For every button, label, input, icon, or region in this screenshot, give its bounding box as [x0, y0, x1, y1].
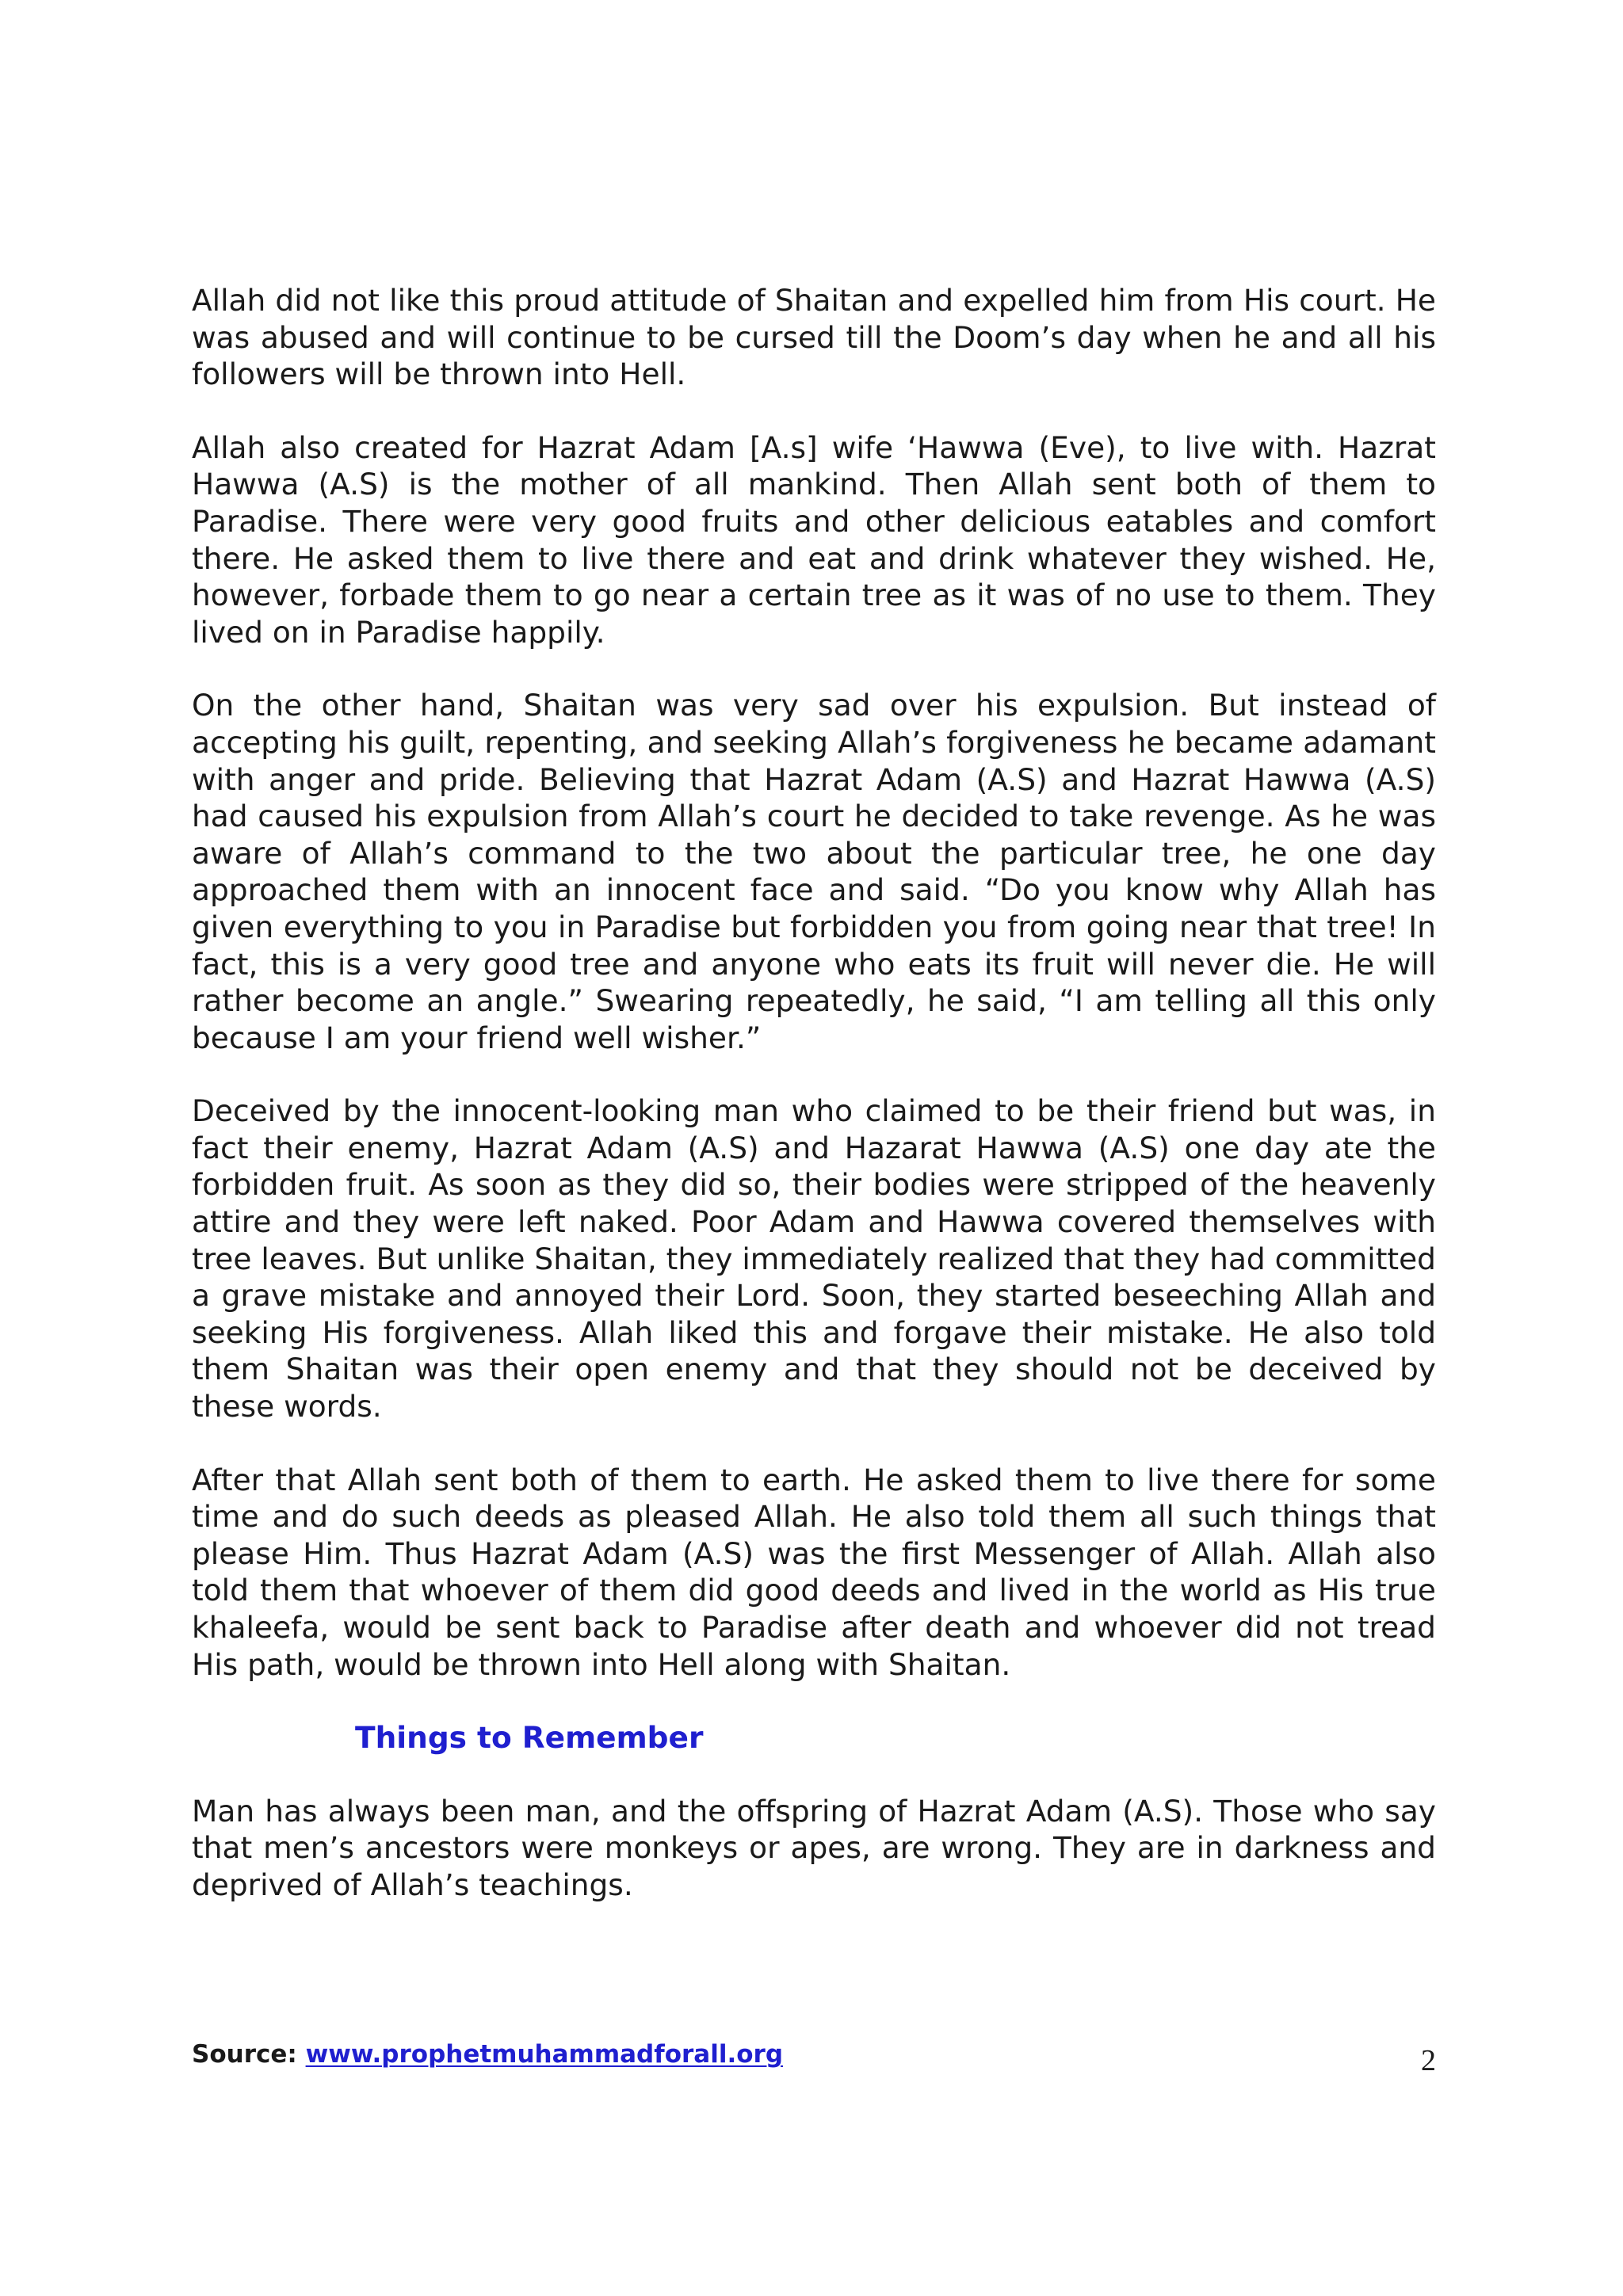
paragraph: Allah also created for Hazrat Adam [A.s] wife ‘Hawwa (Eve), to live with. Hazrat Hawwa (A.S) is the mother of all mankind. Then Allah sent both of them to Paradise. There were very good fruits and other delicious eatables and comfort there. He asked them to live there and eat and drink whatever they wished. He, however, forbade them to go near a certain tree as it was of no use to them. They lived on in Paradise happily.	[192, 429, 1436, 650]
document-body	[192, 282, 1436, 1940]
paragraph: On the other hand, Shaitan was very sad over his expulsion. But instead of accepting his guilt, repenting, and seeking Allah’s forgiveness he became adamant with anger and pride. Believing that Hazrat Adam (A.S) and Hazrat Hawwa (A.S) had caused his expulsion from Allah’s court he decided to take revenge. As he was aware of Allah’s command to the two about the particular tree, he one day approached them with an innocent face and said. “Do you know why Allah has given everything to you in Paradise but forbidden you from going near that tree! In fact, this is a very good tree and anyone who eats its fruit will never die. He will rather become an angle.” Swearing repeatedly, he said, “I am telling all this only because I am your friend well wisher.”	[192, 688, 1436, 1055]
source-line	[192, 2040, 783, 2069]
source-label: Source:	[192, 2040, 306, 2069]
paragraph: Allah did not like this proud attitude of Shaitan and expelled him from His court. He was abused and will continue to be cursed till the Doom’s day when he and all his followers will be thrown into Hell.	[192, 283, 1436, 392]
page-number: 2	[1421, 2044, 1436, 2077]
page-footer	[192, 2040, 1436, 2080]
paragraph: Deceived by the innocent-looking man who claimed to be their friend but was, in fact their enemy, Hazrat Adam (A.S) and Hazarat Hawwa (A.S) one day ate the forbidden fruit. As soon as they did so, their bodies were stripped of the heavenly attire and they were left naked. Poor Adam and Hawwa covered themselves with tree leaves. But unlike Shaitan, they immediately realized that they had committed a grave mistake and annoyed their Lord. Soon, they started beseeching Allah and seeking His forgiveness. Allah liked this and forgave their mistake. He also told them Shaitan was their open enemy and that they should not be deceived by these words.	[192, 1093, 1436, 1425]
source-link[interactable]: www.prophetmuhammadforall.org	[305, 2040, 784, 2069]
section-heading: Things to Remember	[355, 1720, 704, 1756]
paragraph: After that Allah sent both of them to earth. He asked them to live there for some time and do such deeds as pleased Allah. He also told them all such things that please Him. Thus Hazrat Adam (A.S) was the first Messenger of Allah. Allah also told them that whoever of them did good deeds and lived in the world as His true khaleefa, would be sent back to Paradise after death and whoever did not tread His path, would be thrown into Hell along with Shaitan.	[192, 1462, 1436, 1682]
closing-paragraph: Man has always been man, and the offspring of Hazrat Adam (A.S). Those who say that men’s ancestors were monkeys or apes, are wrong. They are in darkness and deprived of Allah’s teachings.	[192, 1793, 1436, 1902]
